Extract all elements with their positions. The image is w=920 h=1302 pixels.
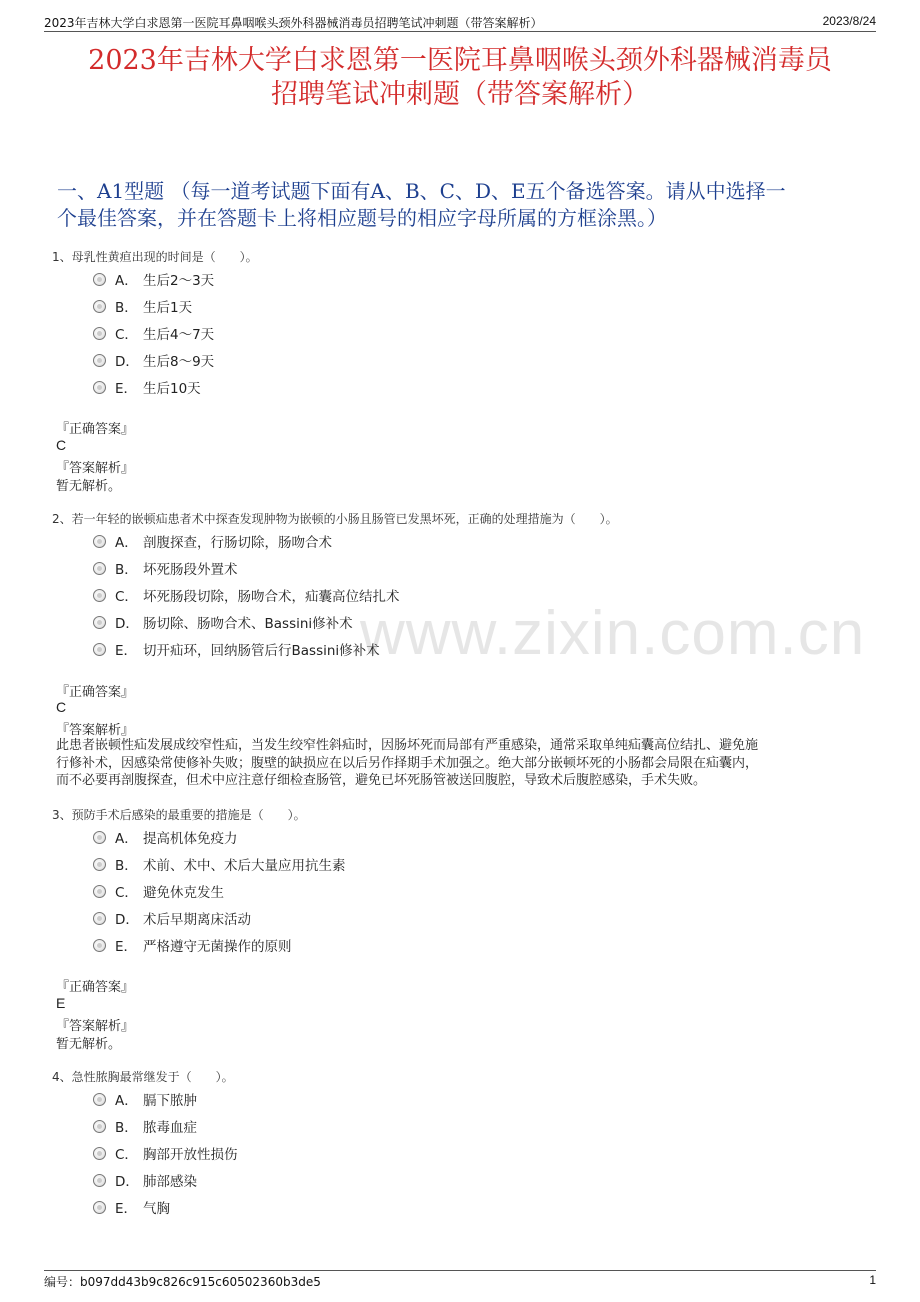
option-text: 肠切除、肠吻合术、Bassini修补术 (143, 616, 353, 632)
section-heading-line-1: 一、A1型题 （每一道考试题下面有A、B、C、D、E五个备选答案。请从中选择一 (57, 179, 786, 203)
header-title: 2023年吉林大学白求恩第一医院耳鼻咽喉头颈外科器械消毒员招聘笔试冲刺题（带答案解析） (44, 16, 543, 30)
explanation-text: 暂无解析。 (56, 1037, 122, 1052)
radio-button-icon[interactable] (93, 858, 106, 871)
correct-answer-label: 『正确答案』 (56, 422, 135, 437)
page-header (44, 12, 876, 32)
document-title-line-1: 2023年吉林大学白求恩第一医院耳鼻咽喉头颈外科器械消毒员 (88, 45, 832, 76)
option-letter: B． (115, 300, 138, 316)
option-text: 脓毒血症 (143, 1120, 197, 1136)
option-text: 生后8～9天 (143, 354, 215, 370)
option-letter: B． (115, 858, 138, 874)
explanation-line: 行修补术，因感染常使修补失败；腹壁的缺损应在以后另作择期手术加强之。绝大部分嵌顿坏死的小肠都会局限在疝囊内， (56, 755, 759, 771)
option-text: 肺部感染 (143, 1174, 197, 1190)
option-letter: D． (115, 354, 139, 370)
radio-button-icon[interactable] (93, 1093, 106, 1106)
question-3 (52, 806, 872, 1056)
explanation-label: 『答案解析』 (56, 723, 135, 738)
correct-answer-label: 『正确答案』 (56, 980, 135, 995)
option-text: 胸部开放性损伤 (143, 1147, 238, 1163)
radio-button-icon[interactable] (93, 1201, 106, 1214)
option-text: 切开疝环，回纳肠管后行Bassini修补术 (143, 643, 380, 659)
option-text: 生后1天 (143, 300, 193, 316)
option-text: 提高机体免疫力 (143, 831, 238, 847)
question-1 (52, 248, 872, 498)
option-letter: D． (115, 912, 139, 928)
page-footer (44, 1270, 876, 1288)
option-letter: A． (115, 535, 138, 551)
option-text: 膈下脓肿 (143, 1093, 197, 1109)
explanation-line: 此患者嵌顿性疝发展成绞窄性疝，当发生绞窄性斜疝时，因肠坏死而局部有严重感染，通常采取单纯疝囊高位结扎、避免施 (56, 738, 759, 753)
radio-button-icon[interactable] (93, 1120, 106, 1133)
section-heading-line-2: 个最佳答案，并在答题卡上将相应题号的相应字母所属的方框涂黑。） (57, 206, 667, 230)
explanation-label: 『答案解析』 (56, 461, 135, 476)
question-stem: 4、急性脓胸最常继发于（ ）。 (52, 1070, 234, 1084)
explanation-text: 暂无解析。 (56, 479, 122, 494)
option-letter: A． (115, 1093, 138, 1109)
document-title (40, 44, 880, 112)
radio-button-icon[interactable] (93, 562, 106, 575)
option-letter: D． (115, 1174, 139, 1190)
option-letter: D． (115, 616, 139, 632)
option-text: 生后2～3天 (143, 273, 215, 289)
option-text: 避免休克发生 (143, 885, 224, 901)
correct-answer-value: E (56, 995, 66, 1011)
explanation-line: 而不必要再剖腹探查，但术中应注意仔细检查肠管，避免已坏死肠管被送回腹腔，导致术后腹腔感染，手术失败。 (56, 773, 707, 788)
watermark: www.zixin.com.cn (360, 599, 866, 668)
option-text: 剖腹探查，行肠切除，肠吻合术 (143, 535, 332, 551)
radio-button-icon[interactable] (93, 535, 106, 548)
question-stem: 3、预防手术后感染的最重要的措施是（ ）。 (52, 808, 306, 822)
option-letter: A． (115, 273, 138, 289)
document-title-line-2: 招聘笔试冲刺题（带答案解析） (271, 79, 649, 110)
radio-button-icon[interactable] (93, 327, 106, 340)
option-letter: B． (115, 562, 138, 578)
question-stem: 1、母乳性黄疸出现的时间是（ ）。 (52, 250, 258, 264)
option-text: 生后10天 (143, 381, 201, 397)
option-letter: E． (115, 939, 138, 955)
option-letter: C． (115, 885, 138, 901)
correct-answer-value: C (56, 437, 67, 453)
correct-answer-value: C (56, 699, 67, 715)
radio-button-icon[interactable] (93, 381, 106, 394)
radio-button-icon[interactable] (93, 885, 106, 898)
header-date: 2023/8/24 (822, 14, 876, 28)
option-letter: B． (115, 1120, 138, 1136)
question-4 (52, 1068, 872, 1228)
option-text: 术后早期离床活动 (143, 912, 251, 928)
option-text: 术前、术中、术后大量应用抗生素 (143, 858, 346, 874)
radio-button-icon[interactable] (93, 300, 106, 313)
document-code: 编号：b097dd43b9c826c915c60502360b3de5 (44, 1275, 321, 1289)
radio-button-icon[interactable] (93, 354, 106, 367)
option-letter: A． (115, 831, 138, 847)
correct-answer-label: 『正确答案』 (56, 685, 135, 700)
radio-button-icon[interactable] (93, 1174, 106, 1187)
page-number: 1 (869, 1273, 876, 1287)
radio-button-icon[interactable] (93, 912, 106, 925)
option-letter: C． (115, 1147, 138, 1163)
section-heading (57, 178, 867, 232)
option-letter: C． (115, 589, 138, 605)
question-2 (52, 510, 872, 795)
option-text: 坏死肠段外置术 (143, 562, 238, 578)
option-letter: E． (115, 643, 138, 659)
radio-button-icon[interactable] (93, 643, 106, 656)
explanation-text (56, 737, 871, 790)
explanation-label: 『答案解析』 (56, 1019, 135, 1034)
radio-button-icon[interactable] (93, 831, 106, 844)
option-text: 严格遵守无菌操作的原则 (143, 939, 292, 955)
option-text: 坏死肠段切除，肠吻合术，疝囊高位结扎术 (143, 589, 400, 605)
option-text: 气胸 (143, 1201, 170, 1217)
radio-button-icon[interactable] (93, 939, 106, 952)
radio-button-icon[interactable] (93, 589, 106, 602)
option-letter: E． (115, 1201, 138, 1217)
radio-button-icon[interactable] (93, 273, 106, 286)
option-letter: E． (115, 381, 138, 397)
question-stem: 2、若一年轻的嵌顿疝患者术中探查发现肿物为嵌顿的小肠且肠管已发黑坏死，正确的处理措施为（ ）。 (52, 512, 618, 526)
option-letter: C． (115, 327, 138, 343)
radio-button-icon[interactable] (93, 1147, 106, 1160)
radio-button-icon[interactable] (93, 616, 106, 629)
option-text: 生后4～7天 (143, 327, 215, 343)
